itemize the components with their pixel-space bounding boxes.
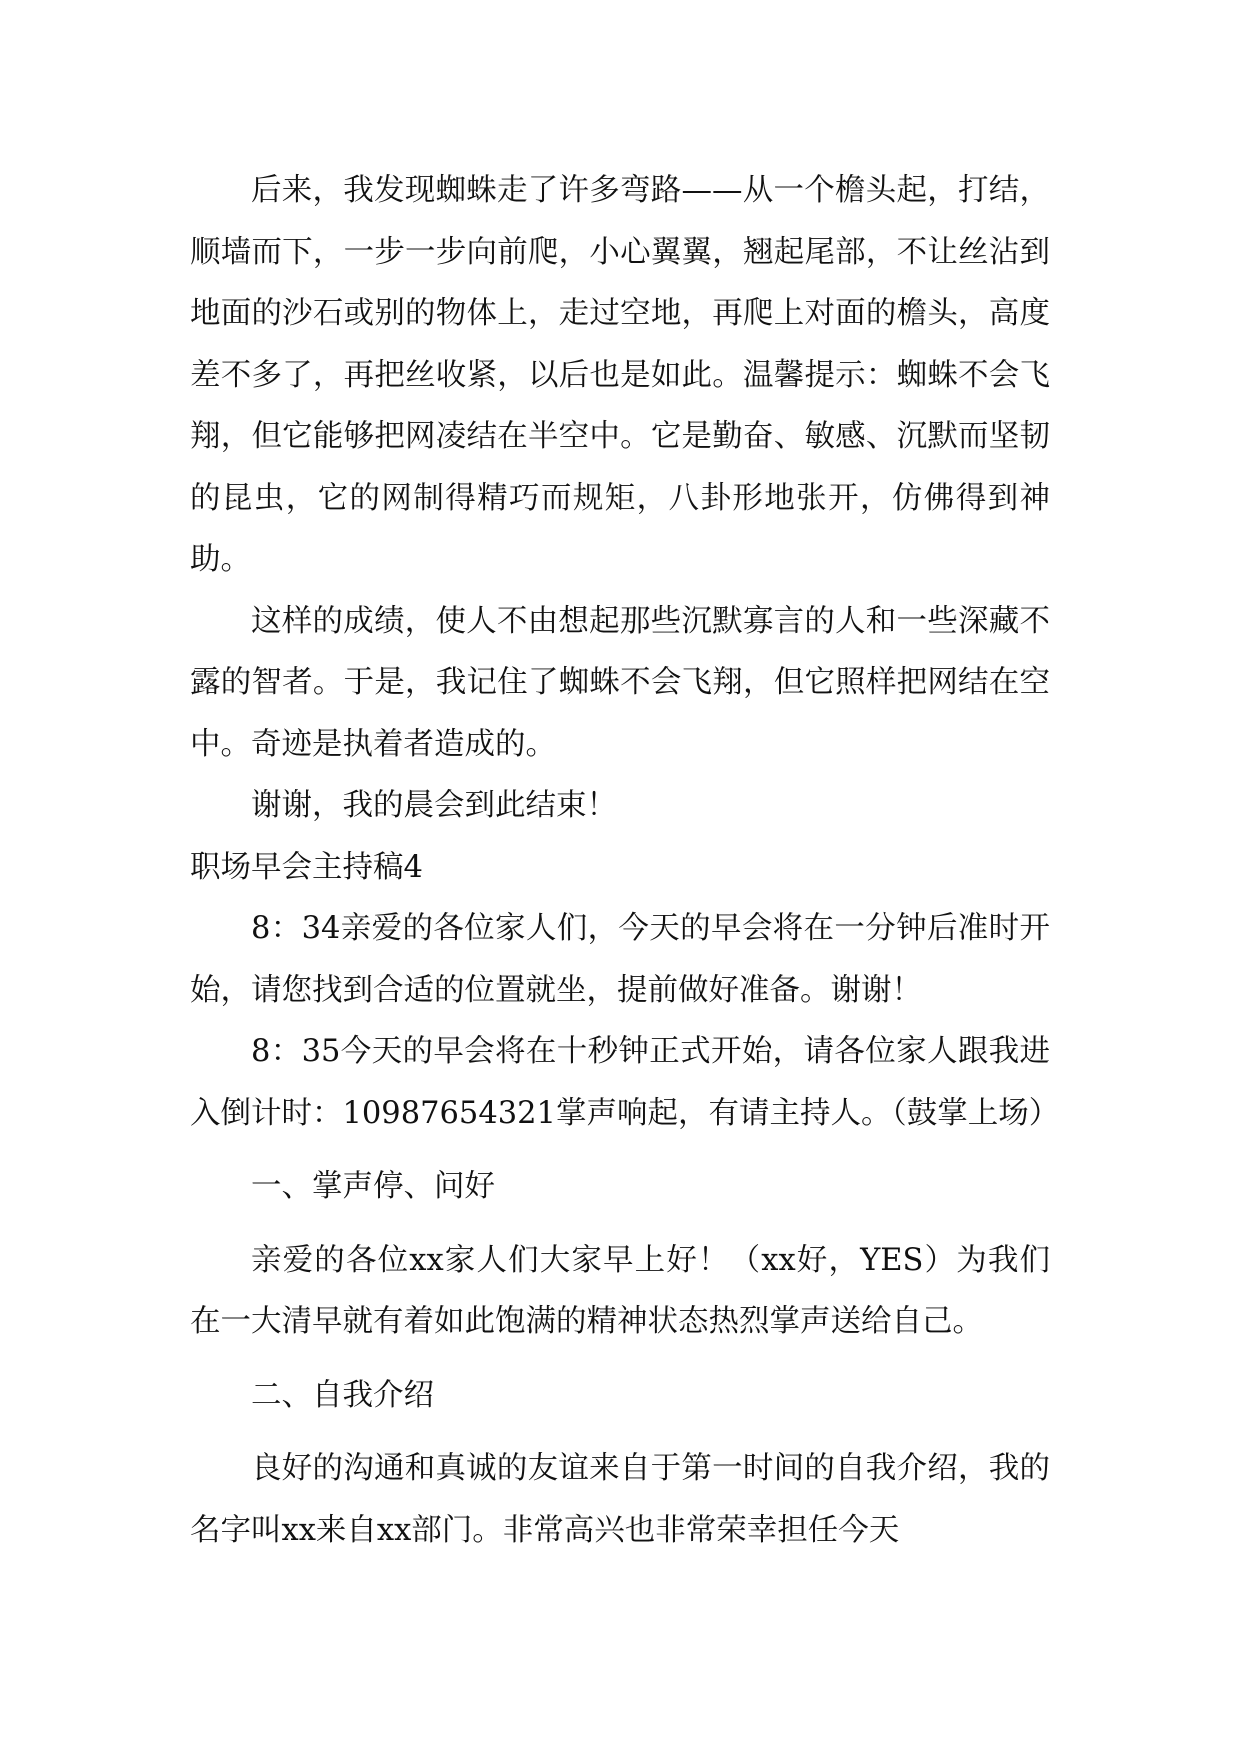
document-body (190, 160, 1060, 1561)
paragraph-greeting: 亲爱的各位xx家人们大家早上好！（xx好，YES）为我们在一大清早就有着如此饱满的精神状态热烈掌声送给自己。 (190, 1242, 1050, 1339)
paragraph-spider-story: 后来，我发现蜘蛛走了许多弯路——从一个檐头起，打结，顺墙而下，一步一步向前爬，小心翼翼，翘起尾部，不让丝沾到地面的沙石或别的物体上，走过空地，再爬上对面的檐头，高度差不多了，再把丝收紧，以后也是如此。温馨提示：蜘蛛不会飞翔，但它能够把网凌结在半空中。它是勤奋、敏感、沉默而坚韧的昆虫，它的网制得精巧而规矩，八卦形地张开，仿佛得到神助。 (190, 173, 1050, 577)
paragraph-time-835: 8：35今天的早会将在十秒钟正式开始，请各位家人跟我进入倒计时：10987654321掌声响起，有请主持人。（鼓掌上场） (190, 1034, 1060, 1131)
paragraph-reflection: 这样的成绩，使人不由想起那些沉默寡言的人和一些深藏不露的智者。于是，我记住了蜘蛛不会飞翔，但它照样把网结在空中。奇迹是执着者造成的。 (190, 603, 1050, 762)
paragraph-time-834: 8：34亲爱的各位家人们，今天的早会将在一分钟后准时开始，请您找到合适的位置就坐，提前做好准备。谢谢！ (190, 911, 1050, 1008)
paragraph-closing: 谢谢，我的晨会到此结束！ (251, 788, 617, 823)
subheading-greeting: 一、掌声停、问好 (251, 1169, 495, 1204)
paragraph-introduction: 良好的沟通和真诚的友谊来自于第一时间的自我介绍，我的名字叫xx来自xx部门。非常高兴也非常荣幸担任今天 (190, 1451, 1050, 1548)
section-heading: 职场早会主持稿4 (190, 849, 423, 885)
subheading-introduction: 二、自我介绍 (251, 1377, 434, 1413)
